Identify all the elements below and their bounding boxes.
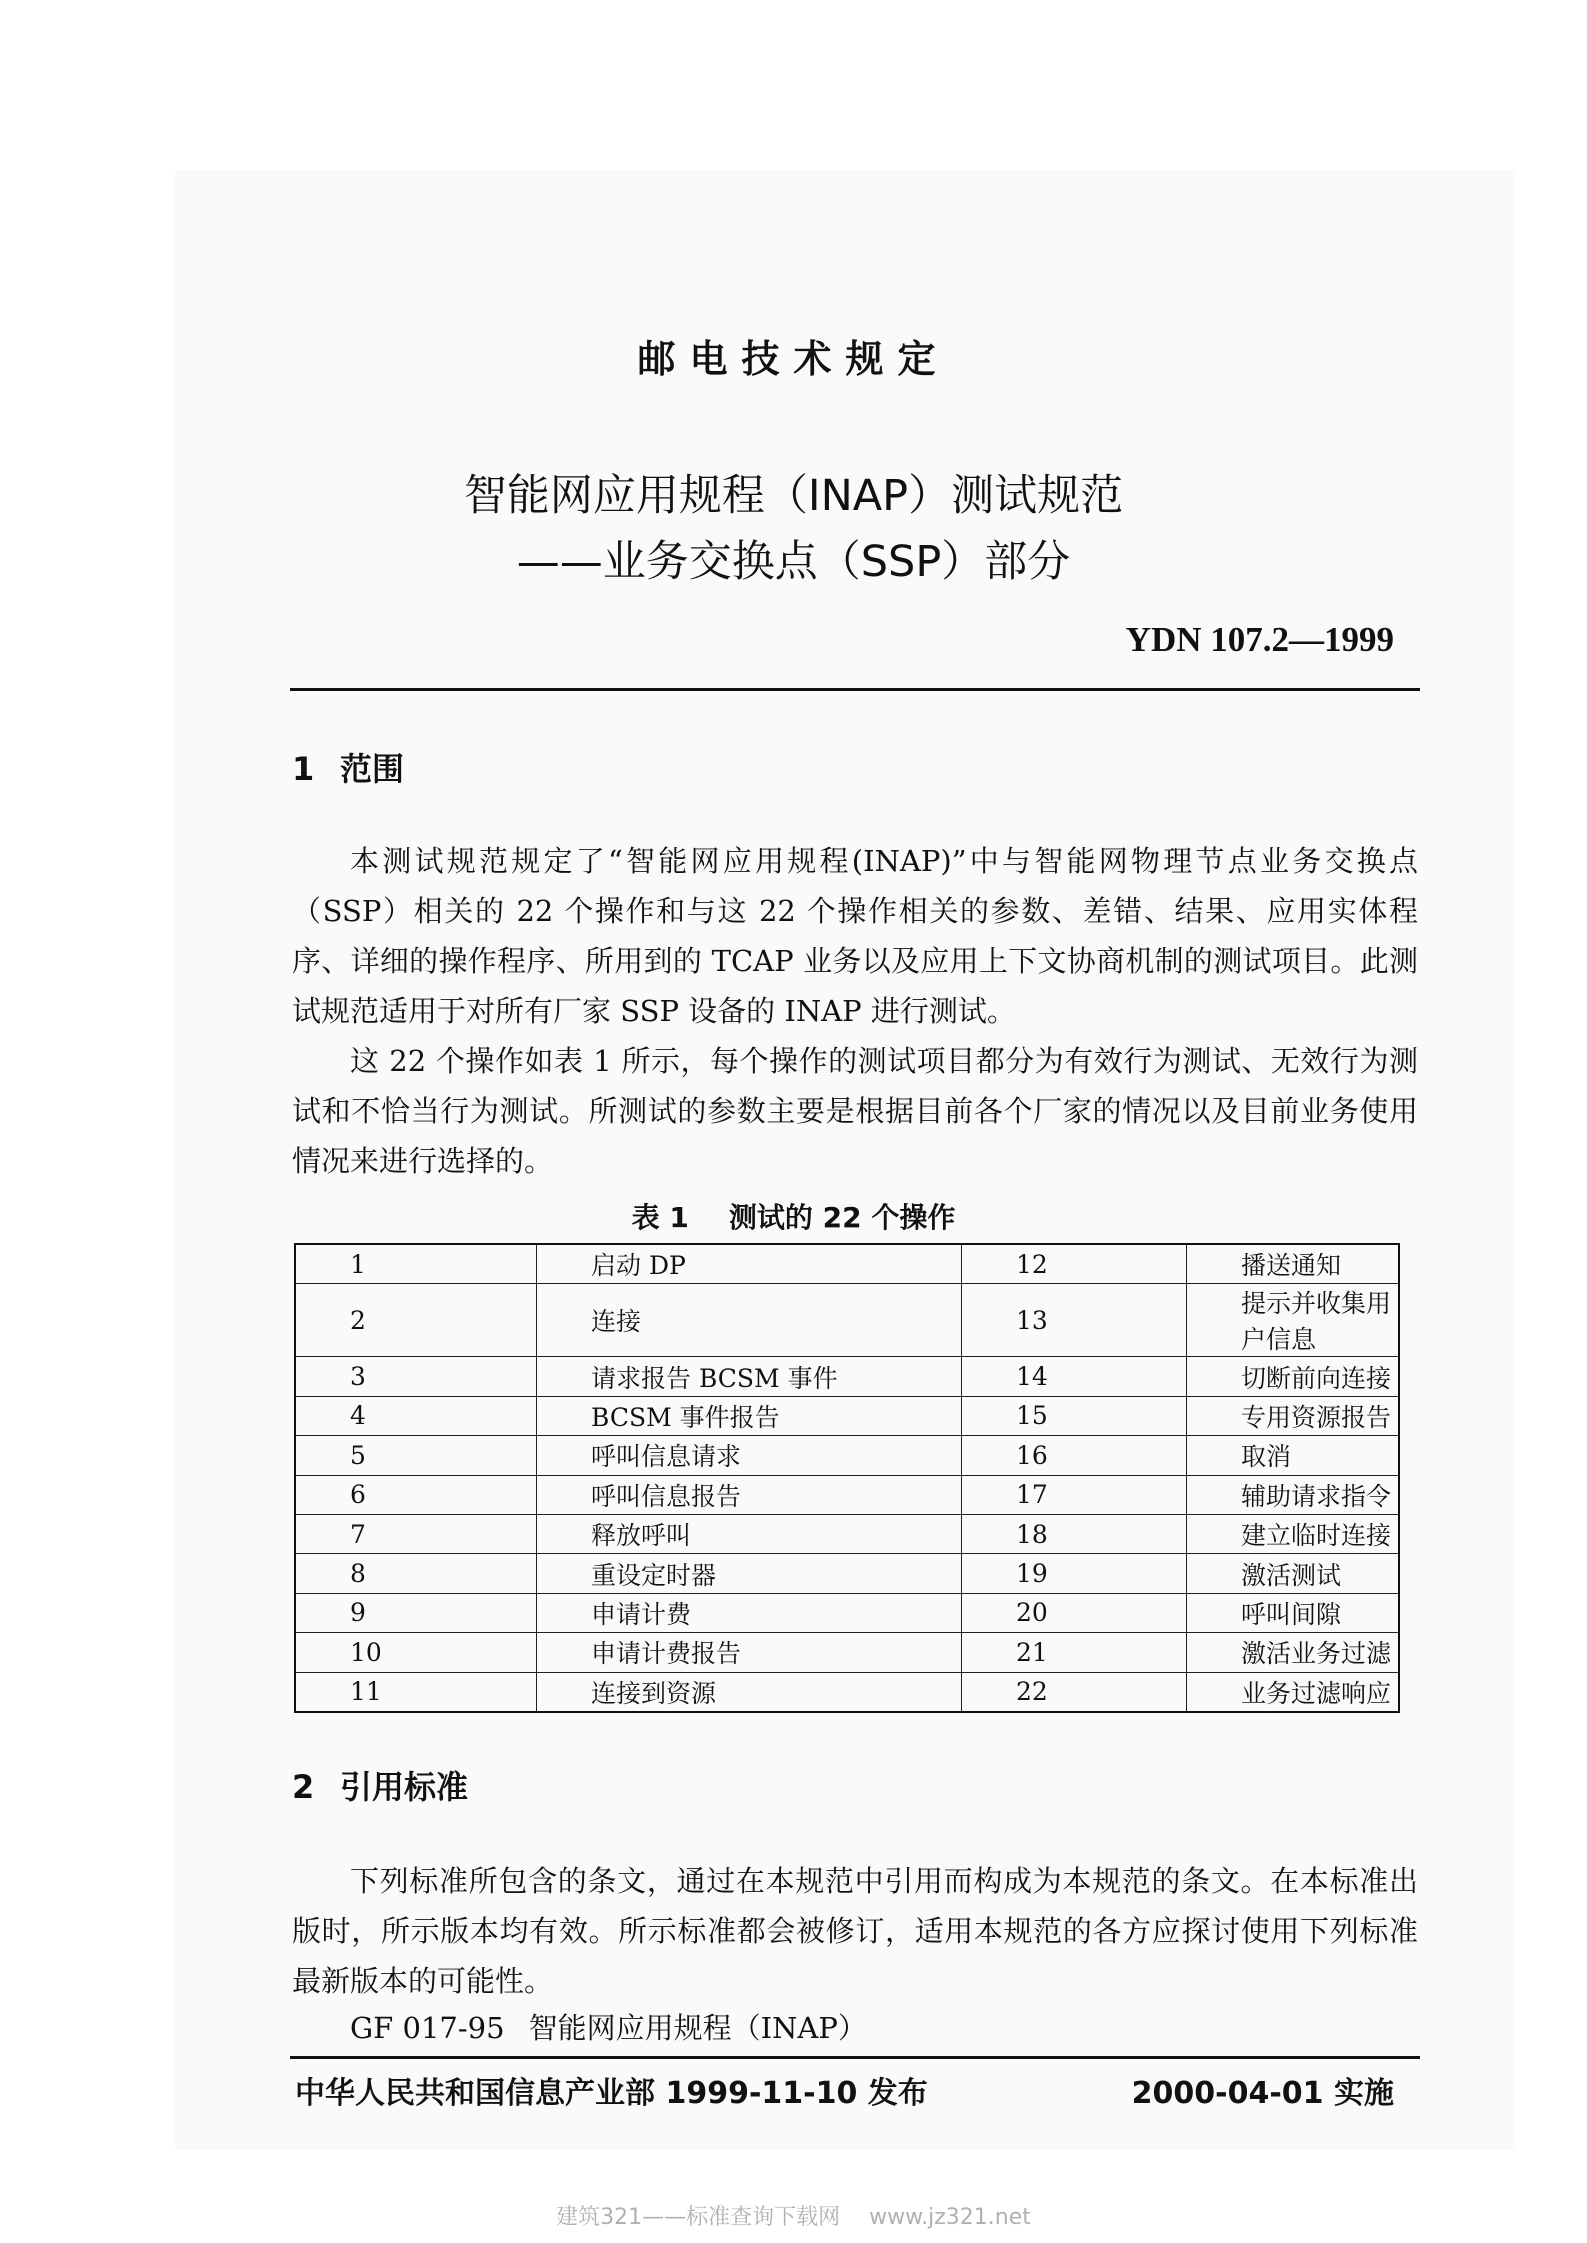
table-row	[295, 1514, 1399, 1553]
section-1-number: 1	[292, 750, 315, 788]
operation-name-cell: 启动 DP	[537, 1244, 962, 1284]
operation-number-cell: 6	[295, 1475, 537, 1514]
operation-name-cell: 呼叫信息请求	[537, 1436, 962, 1475]
operation-name-cell: 取消	[1187, 1436, 1400, 1475]
footer-divider	[290, 2056, 1420, 2059]
reference-code: GF 017-95	[350, 2011, 505, 2045]
table-row	[295, 1396, 1399, 1435]
operations-table-body	[295, 1244, 1399, 1712]
operation-name-cell: 呼叫间隙	[1187, 1593, 1400, 1632]
operation-name-cell: 请求报告 BCSM 事件	[537, 1357, 962, 1396]
table-caption	[0, 1196, 1587, 1236]
table-row	[295, 1357, 1399, 1396]
header-label: 邮电技术规定	[637, 337, 950, 381]
operation-number-cell: 16	[962, 1436, 1187, 1475]
operation-number-cell: 8	[295, 1554, 537, 1593]
operation-name-cell: 播送通知	[1187, 1244, 1400, 1284]
operation-number-cell: 15	[962, 1396, 1187, 1435]
reference-title: 智能网应用规程（INAP）	[528, 2011, 867, 2045]
operation-name-cell: 提示并收集用户信息	[1187, 1284, 1400, 1357]
section-2-heading	[292, 1762, 468, 1808]
table-row	[295, 1244, 1399, 1284]
table-row	[295, 1475, 1399, 1514]
operation-number-cell: 4	[295, 1396, 537, 1435]
operation-name-cell: BCSM 事件报告	[537, 1396, 962, 1435]
operation-name-cell: 激活业务过滤	[1187, 1633, 1400, 1672]
operation-name-cell: 业务过滤响应	[1187, 1672, 1400, 1712]
operation-number-cell: 5	[295, 1436, 537, 1475]
operation-number-cell: 12	[962, 1244, 1187, 1284]
operation-name-cell: 呼叫信息报告	[537, 1475, 962, 1514]
operation-number-cell: 19	[962, 1554, 1187, 1593]
table-row	[295, 1672, 1399, 1712]
section-1-title: 范围	[340, 750, 405, 788]
table-caption-label: 表 1	[631, 1201, 689, 1234]
operation-number-cell: 17	[962, 1475, 1187, 1514]
section-1-paragraph-2: 这 22 个操作如表 1 所示，每个操作的测试项目都分为有效行为测试、无效行为测试和不恰当行为测试。所测试的参数主要是根据目前各个厂家的情况以及目前业务使用情况来进行选择的。	[292, 1044, 1418, 1178]
operation-number-cell: 10	[295, 1633, 537, 1672]
operation-number-cell: 13	[962, 1284, 1187, 1357]
operation-name-cell: 切断前向连接	[1187, 1357, 1400, 1396]
operation-number-cell: 21	[962, 1633, 1187, 1672]
operation-name-cell: 激活测试	[1187, 1554, 1400, 1593]
table-row	[295, 1284, 1399, 1357]
operation-number-cell: 9	[295, 1593, 537, 1632]
table-row	[295, 1633, 1399, 1672]
operation-name-cell: 建立临时连接	[1187, 1514, 1400, 1553]
operation-number-cell: 2	[295, 1284, 537, 1357]
operation-number-cell: 18	[962, 1514, 1187, 1553]
operation-name-cell: 专用资源报告	[1187, 1396, 1400, 1435]
table-caption-text: 测试的 22 个操作	[728, 1201, 956, 1234]
operation-name-cell: 重设定时器	[537, 1554, 962, 1593]
operation-name-cell: 连接到资源	[537, 1672, 962, 1712]
operation-number-cell: 7	[295, 1514, 537, 1553]
operation-name-cell: 申请计费报告	[537, 1633, 962, 1672]
effective-date: 2000-04-01 实施	[1131, 2076, 1394, 2111]
header-divider	[290, 688, 1420, 691]
section-1-paragraph-1: 本测试规范规定了“智能网应用规程(INAP)”中与智能网物理节点业务交换点（SSP）相关的 22 个操作和与这 22 个操作相关的参数、差错、结果、应用实体程序、详细的操作程序、所用到的 TCAP 业务以及应用上下文协商机制的测试项目。此测试规范适用于对所有厂家 SSP 设备的 INAP 进行测试。	[292, 844, 1418, 1028]
table-row	[295, 1554, 1399, 1593]
table-row	[295, 1593, 1399, 1632]
operation-number-cell: 11	[295, 1672, 537, 1712]
operations-table	[294, 1243, 1400, 1713]
table-row	[295, 1436, 1399, 1475]
operation-number-cell: 22	[962, 1672, 1187, 1712]
standard-code: YDN 107.2—1999	[1125, 620, 1394, 659]
operation-name-cell: 申请计费	[537, 1593, 962, 1632]
operation-name-cell: 连接	[537, 1284, 962, 1357]
section-2-title: 引用标准	[340, 1768, 469, 1806]
reference-entry	[350, 2006, 867, 2047]
operation-number-cell: 14	[962, 1357, 1187, 1396]
operation-name-cell: 释放呼叫	[537, 1514, 962, 1553]
section-2-paragraph: 下列标准所包含的条文，通过在本规范中引用而构成为本规范的条文。在本标准出版时，所示版本均有效。所示标准都会被修订，适用本规范的各方应探讨使用下列标准最新版本的可能性。	[292, 1864, 1418, 1998]
document-subtitle: ——业务交换点（SSP）部分	[516, 537, 1071, 587]
section-1-heading	[292, 744, 404, 790]
operation-number-cell: 20	[962, 1593, 1187, 1632]
operation-number-cell: 3	[295, 1357, 537, 1396]
section-2-number: 2	[292, 1768, 315, 1806]
document-title: 智能网应用规程（INAP）测试规范	[463, 471, 1124, 521]
operation-name-cell: 辅助请求指令	[1187, 1475, 1400, 1514]
issue-statement: 中华人民共和国信息产业部 1999-11-10 发布	[295, 2076, 928, 2111]
operation-number-cell: 1	[295, 1244, 537, 1284]
watermark: 建筑321——标准查询下载网 www.jz321.net	[556, 2205, 1031, 2230]
